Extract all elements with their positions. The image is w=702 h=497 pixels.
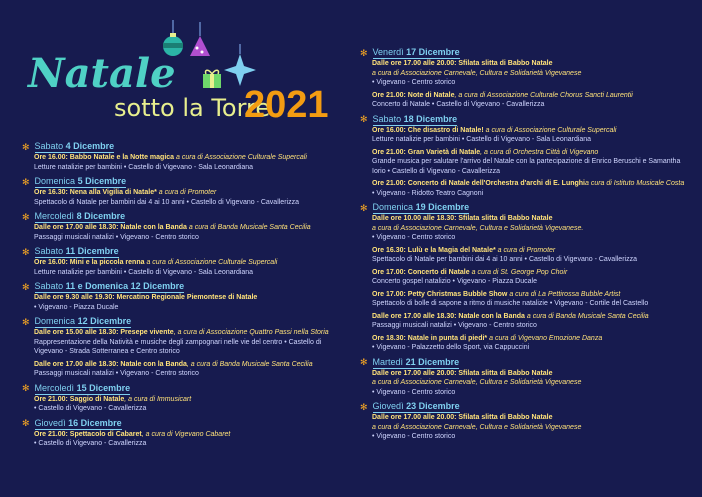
event-organizer: a cura di Promoter <box>156 189 217 196</box>
snowflake-bullet-icon: ✻ <box>22 211 30 222</box>
event-title: Ore 16.00: Che disastro di Natale! <box>372 126 484 134</box>
event-organizer: a cura di Associazione Carnevale, Cultura e Solidarietà Vigevanese <box>372 379 582 386</box>
day-section <box>22 210 342 242</box>
day-section <box>22 245 342 277</box>
day-date: 23 Dicembre <box>406 401 460 411</box>
day-label <box>35 245 119 258</box>
event-details: Passaggi musicali natalizi • Vigevano - Centro storico <box>372 322 537 329</box>
event-item <box>22 188 342 207</box>
event-organizer: a cura di Associazione Carnevale, Cultura e Solidarietà Vigevanese. <box>372 224 584 232</box>
day-date: 11 Dicembre <box>65 246 119 256</box>
day-weekday: Sabato <box>372 113 402 124</box>
event-details: Grande musica per salutare l'arrivo del Natale con la partecipazione di Enrico Beruschi e Samantha Iorio • Castello di Vigevano - Cavallerizza <box>372 158 681 175</box>
day-label <box>373 356 460 369</box>
day-section <box>22 175 342 207</box>
event-item <box>22 430 342 449</box>
event-item <box>360 126 690 145</box>
event-item <box>360 413 690 442</box>
event-item <box>22 258 342 277</box>
day-date: 19 Dicembre <box>415 202 470 212</box>
title-year: 2021 <box>244 84 329 126</box>
event-item <box>360 312 690 331</box>
right-event-list <box>360 46 690 445</box>
event-organizer: a cura di Associazione Culturale Supercali <box>144 259 278 266</box>
christmas-tree-ornament-icon <box>188 22 212 64</box>
event-item <box>22 360 342 379</box>
event-organizer: a cura di Associazione Carnevale, Cultura e Solidarietà Vigevanese <box>372 423 582 431</box>
event-details: Rappresentazione della Natività e musiche degli zampognari nelle vie del centro • Castello di Vigevano - Strada Sotterranea e Centro storico <box>34 338 322 355</box>
event-title: Ore 16.00: Mini e la piccola renna <box>34 259 145 266</box>
event-item <box>22 223 342 242</box>
event-item <box>360 268 690 287</box>
event-details: • Castello di Vigevano - Cavallerizza <box>34 440 147 447</box>
event-item <box>22 395 342 414</box>
day-label <box>35 210 126 223</box>
event-organizer: a cura di Associazione Culturale Supercali <box>483 126 617 134</box>
event-item <box>360 246 690 265</box>
day-heading <box>22 210 342 223</box>
event-item <box>360 214 690 243</box>
day-date: 17 Dicembre <box>406 47 460 57</box>
day-date: 15 Dicembre <box>76 382 131 393</box>
day-heading <box>360 356 690 369</box>
event-title: Ore 16.00: Babbo Natale e la Notte magica <box>34 154 175 161</box>
event-item <box>22 153 342 172</box>
event-item <box>360 59 690 88</box>
event-title: Ore 17.00: Petty Christmas Bubble Show <box>372 290 508 298</box>
left-column <box>22 0 342 497</box>
snowflake-bullet-icon: ✻ <box>360 357 368 367</box>
day-label <box>373 201 470 214</box>
event-title: Dalle ore 17.00 alle 18.30: Natale con la Banda <box>34 224 187 231</box>
day-weekday: Sabato <box>34 281 64 291</box>
gift-box-icon <box>200 66 224 90</box>
event-organizer: , a cura di Orchestra Città di Vigevano <box>480 148 599 156</box>
day-section <box>360 400 690 442</box>
day-section <box>22 382 342 414</box>
day-weekday: Domenica <box>372 202 414 212</box>
event-organizer: , a cura di Associazione Culturale Chorus Sancti Laurentii <box>454 91 633 99</box>
snowflake-bullet-icon: ✻ <box>22 316 30 327</box>
event-organizer: , a cura di Associazione Quattro Passi nella Storia <box>173 329 329 336</box>
day-section <box>22 140 342 172</box>
day-date: 5 Dicembre <box>77 176 127 186</box>
day-label <box>35 417 122 430</box>
event-details: • Vigevano - Palazzetto dello Sport, via Cappuccini <box>372 344 530 351</box>
day-weekday: Mercoledì <box>34 211 75 221</box>
event-title: Dalle ore 17.00 alle 18.30: Natale con la Banda <box>372 312 525 320</box>
day-section <box>360 113 690 199</box>
day-date: 4 Dicembre <box>65 141 115 151</box>
day-section <box>22 280 342 312</box>
event-item <box>360 148 690 177</box>
event-details: Spettacolo di bolle di sapone a ritmo di musiche natalizie • Vigevano - Cortile del Castello <box>372 300 649 307</box>
event-item <box>360 334 690 353</box>
event-organizer: a cura di Associazione Carnevale, Cultura e Solidarietà Vigevanese <box>372 69 582 77</box>
event-details: Passaggi musicali natalizi • Vigevano - Centro storico <box>34 233 199 241</box>
snowflake-bullet-icon: ✻ <box>22 176 30 187</box>
event-item <box>360 91 690 110</box>
event-details: Letture natalizie per bambini • Castello di Vigevano - Sala Leonardiana <box>34 268 254 276</box>
day-weekday: Giovedì <box>34 417 66 428</box>
day-weekday: Giovedì <box>372 401 404 411</box>
event-organizer: a cura di Istituto Musicale Costa <box>585 180 685 187</box>
day-date: 21 Dicembre <box>405 356 460 367</box>
event-title: Ore 17.00: Concerto di Natale <box>372 268 470 276</box>
event-organizer: a cura di Banda Musicale Santa Cecilia <box>524 312 649 320</box>
snowflake-bullet-icon: ✻ <box>22 418 30 428</box>
event-title: Dalle ore 9.30 alle 19.30: Mercatino Regionale Piemontese di Natale <box>34 294 258 301</box>
day-heading <box>360 46 690 59</box>
day-heading <box>360 113 690 126</box>
title-natale: Natale <box>28 50 176 97</box>
event-title: Ore 21.00: Gran Varietà di Natale <box>372 148 481 156</box>
event-title: Dalle ore 17.00 alle 20.00: Sfilata slitta di Babbo Natale <box>372 414 553 421</box>
event-details: Passaggi musicali natalizi • Vigevano - Centro storico <box>34 370 199 377</box>
snowflake-bullet-icon: ✻ <box>22 246 30 257</box>
snowflake-bullet-icon: ✻ <box>360 47 368 58</box>
event-organizer: a cura di St. George Pop Choir <box>469 268 568 276</box>
day-section <box>22 417 342 449</box>
event-organizer: a cura di Vigevano Emozione Danza <box>487 334 603 342</box>
event-organizer: , a cura di Immusicart <box>124 395 192 403</box>
day-label <box>35 315 132 328</box>
event-details: Concerto gospel natalizio • Vigevano - Piazza Ducale <box>372 278 537 285</box>
snowflake-bullet-icon: ✻ <box>22 141 30 152</box>
event-details: • Vigevano - Centro storico <box>372 234 456 241</box>
event-title: Ore 16.30: Lulù e la Magia del Natale* <box>372 246 496 254</box>
event-organizer: a cura di Promoter <box>495 246 556 254</box>
snowflake-bullet-icon: ✻ <box>360 202 368 213</box>
day-weekday: Venerdì <box>372 47 404 57</box>
event-item <box>22 328 342 357</box>
star-icon <box>222 44 258 88</box>
poster-header <box>22 36 342 136</box>
day-date: 12 Dicembre <box>77 316 132 326</box>
day-label <box>35 382 131 395</box>
event-title: Ore 21.00: Note di Natale <box>372 91 455 99</box>
day-heading <box>22 140 342 153</box>
day-weekday: Sabato <box>34 246 64 256</box>
snowflake-bullet-icon: ✻ <box>22 281 30 292</box>
event-item <box>22 293 342 312</box>
day-section <box>360 201 690 353</box>
day-heading <box>22 315 342 328</box>
day-date: 8 Dicembre <box>76 211 126 221</box>
day-date: 11 e Domenica 12 Dicembre <box>65 281 185 291</box>
day-section <box>22 315 342 379</box>
left-event-list <box>22 140 342 452</box>
event-organizer: a cura di Banda Musicale Santa Cecilia <box>186 224 311 231</box>
day-label <box>373 400 460 413</box>
event-title: Dalle ore 15.00 alle 18.30: Presepe vivente <box>34 329 174 336</box>
day-section <box>360 356 690 398</box>
event-title: Dalle ore 17.00 alle 18.30: Natale con la Banda <box>34 360 187 368</box>
event-title: Ore 16.30: Nena alla Vigilia di Natale* <box>34 189 157 196</box>
day-label <box>35 175 127 188</box>
day-heading <box>22 175 342 188</box>
day-date: 16 Dicembre <box>68 417 122 428</box>
day-heading <box>22 245 342 258</box>
event-details: Concerto di Natale • Castello di Vigevano - Cavallerizza <box>372 101 545 108</box>
day-weekday: Martedì <box>372 356 404 367</box>
day-label <box>35 280 185 293</box>
title-sotto-la-torre: sotto la Torre <box>114 94 271 122</box>
day-heading <box>22 417 342 430</box>
event-organizer: a cura di Associazione Culturale Supercali <box>174 154 307 161</box>
snowflake-bullet-icon: ✻ <box>22 383 30 393</box>
snowflake-bullet-icon: ✻ <box>360 401 368 412</box>
event-details: • Vigevano - Centro storico <box>372 388 456 396</box>
event-organizer: a cura di La Pettirossa Bubble Artist <box>507 290 621 298</box>
event-title: Ore 18.30: Natale in punta di piedi* <box>372 334 488 342</box>
event-organizer: , a cura di Banda Musicale Santa Cecilia <box>186 360 313 368</box>
day-section <box>360 46 690 110</box>
event-details: Letture natalizie per bambini • Castello di Vigevano - Sala Leonardiana <box>372 136 592 143</box>
event-details: • Vigevano - Centro storico <box>372 433 456 440</box>
day-label <box>373 46 460 59</box>
event-title: Dalle ore 17.00 alle 20.00: Sfilata slitta di Babbo Natale <box>372 369 553 377</box>
event-details: Spettacolo di Natale per bambini dai 4 ai 10 anni • Castello di Vigevano - Cavallerizza <box>372 256 637 263</box>
day-weekday: Domenica <box>34 176 76 186</box>
event-title: Ore 21.00: Concerto di Natale dell'Orchestra d'archi di E. Lunghi <box>372 180 585 187</box>
event-organizer: , a cura di Vigevano Cabaret <box>141 430 231 438</box>
event-title: Ore 21.00: Saggio di Natale <box>34 395 125 403</box>
day-weekday: Mercoledì <box>34 382 75 393</box>
event-title: Dalle ore 10.00 alle 18.30: Sfilata slitta di Babbo Natale <box>372 215 553 222</box>
event-details: • Vigevano - Ridotto Teatro Cagnoni <box>372 189 484 197</box>
event-title: Ore 21.00: Spettacolo di Cabaret <box>34 430 142 438</box>
snowflake-bullet-icon: ✻ <box>360 114 368 124</box>
day-label <box>373 113 458 126</box>
day-weekday: Domenica <box>34 316 76 326</box>
day-weekday: Sabato <box>34 141 64 151</box>
event-title: Dalle ore 17.00 alle 20.00: Sfilata slitta di Babbo Natale <box>372 60 553 67</box>
day-label <box>35 140 115 153</box>
event-details: • Vigevano - Piazza Ducale <box>34 303 119 311</box>
event-item <box>360 179 690 198</box>
event-details: • Vigevano - Centro storico <box>372 79 456 86</box>
day-heading <box>360 201 690 214</box>
event-item <box>360 369 690 398</box>
event-details: Letture natalizie per bambini • Castello di Vigevano - Sala Leonardiana <box>34 163 254 171</box>
day-heading <box>22 382 342 395</box>
event-details: Spettacolo di Natale per bambini dai 4 ai 10 anni • Castello di Vigevano - Cavallerizza <box>34 198 299 206</box>
day-heading <box>360 400 690 413</box>
event-item <box>360 290 690 309</box>
event-details: • Castello di Vigevano - Cavallerizza <box>34 405 147 412</box>
day-heading <box>22 280 342 293</box>
day-date: 18 Dicembre <box>403 113 458 124</box>
